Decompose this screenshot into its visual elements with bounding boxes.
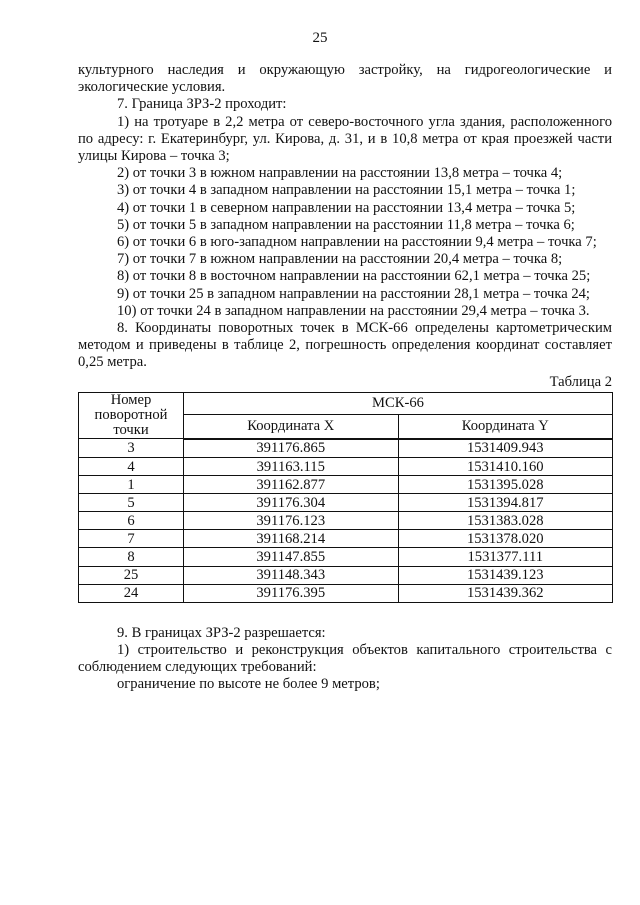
- page-number: 25: [312, 30, 328, 46]
- coordinate-x-cell: 391176.865: [184, 439, 399, 458]
- paragraph: культурного наследия и окружающую застройку, на гидрогеологические и экологические условия.: [78, 62, 612, 96]
- paragraph: 8) от точки 8 в восточном направлении на расстоянии 62,1 метра – точка 25;: [117, 268, 591, 285]
- header-coordinate-system: МСК-66: [184, 392, 613, 414]
- paragraph: 9. В границах ЗРЗ-2 разрешается:: [117, 624, 326, 641]
- coordinate-x-cell: 391176.123: [184, 512, 399, 530]
- point-number-cell: 6: [79, 512, 184, 530]
- paragraph: 6) от точки 6 в юго-западном направлении на расстоянии 9,4 метра – точка 7;: [117, 234, 597, 251]
- point-number-cell: 25: [79, 566, 184, 584]
- coordinate-y-cell: 1531409.943: [398, 439, 613, 458]
- header-coordinate-x: Координата X: [184, 414, 399, 439]
- header-point-number: Номер поворотной точки: [79, 392, 184, 439]
- point-number-cell: 1: [79, 476, 184, 494]
- point-number-cell: 8: [79, 548, 184, 566]
- point-number-cell: 5: [79, 494, 184, 512]
- document-body: [78, 62, 612, 694]
- coordinate-x-cell: 391147.855: [184, 548, 399, 566]
- table-row: [79, 512, 613, 530]
- point-number-cell: 4: [79, 457, 184, 475]
- coordinate-y-cell: 1531383.028: [398, 512, 613, 530]
- coordinate-y-cell: 1531410.160: [398, 457, 613, 475]
- table-caption: Таблица 2: [549, 373, 612, 390]
- paragraph: 10) от точки 24 в западном направлении на расстоянии 29,4 метра – точка 3.: [117, 302, 590, 319]
- point-number-cell: 3: [79, 439, 184, 458]
- coordinate-x-cell: 391176.304: [184, 494, 399, 512]
- table-row: [79, 457, 613, 475]
- coordinate-y-cell: 1531377.111: [398, 548, 613, 566]
- table-row: [79, 439, 613, 458]
- coordinate-x-cell: 391176.395: [184, 584, 399, 602]
- coordinate-y-cell: 1531395.028: [398, 476, 613, 494]
- paragraph: 1) строительство и реконструкция объектов капитального строительства с соблюдением следующих требований:: [78, 641, 612, 676]
- paragraph: ограничение по высоте не более 9 метров;: [117, 676, 380, 693]
- paragraph: 9) от точки 25 в западном направлении на расстоянии 28,1 метра – точка 24;: [117, 285, 590, 302]
- header-coordinate-y: Координата Y: [398, 414, 613, 439]
- coordinate-y-cell: 1531378.020: [398, 530, 613, 548]
- coordinates-table-body: [79, 439, 613, 602]
- coordinate-y-cell: 1531439.362: [398, 584, 613, 602]
- paragraph: 7) от точки 7 в южном направлении на расстоянии 20,4 метра – точка 8;: [117, 251, 563, 268]
- coordinate-y-cell: 1531394.817: [398, 494, 613, 512]
- paragraph: 4) от точки 1 в северном направлении на расстоянии 13,4 метра – точка 5;: [117, 199, 576, 216]
- paragraph: 8. Координаты поворотных точек в МСК-66 определены картометрическим методом и приведены в таблице 2, погрешность определения координат составляет 0,25 метра.: [78, 320, 612, 371]
- coordinate-x-cell: 391162.877: [184, 476, 399, 494]
- table-row: [79, 476, 613, 494]
- paragraphs-after-table: [78, 625, 612, 694]
- table-row: [79, 566, 613, 584]
- paragraph: 1) на тротуаре в 2,2 метра от северо-восточного угла здания, расположенного по адресу: г. Екатеринбург, ул. Кирова, д. 31, и в 10,8 метра от края проезжей части улицы Кирова – точка 3;: [78, 113, 612, 165]
- table-row: [79, 494, 613, 512]
- paragraphs-before-table: [78, 62, 612, 372]
- paragraph: 3) от точки 4 в западном направлении на расстоянии 15,1 метра – точка 1;: [117, 182, 576, 199]
- coordinate-y-cell: 1531439.123: [398, 566, 613, 584]
- coordinate-x-cell: 391168.214: [184, 530, 399, 548]
- coordinate-x-cell: 391148.343: [184, 566, 399, 584]
- coordinates-table: [78, 392, 613, 603]
- table-row: [79, 548, 613, 566]
- table-row: [79, 584, 613, 602]
- coordinate-x-cell: 391163.115: [184, 457, 399, 475]
- point-number-cell: 7: [79, 530, 184, 548]
- paragraph: 5) от точки 5 в западном направлении на расстоянии 11,8 метра – точка 6;: [117, 216, 575, 233]
- table-row: [79, 530, 613, 548]
- point-number-cell: 24: [79, 584, 184, 602]
- paragraph: 2) от точки 3 в южном направлении на расстоянии 13,8 метра – точка 4;: [117, 165, 563, 182]
- paragraph: 7. Граница ЗРЗ-2 проходит:: [117, 96, 287, 113]
